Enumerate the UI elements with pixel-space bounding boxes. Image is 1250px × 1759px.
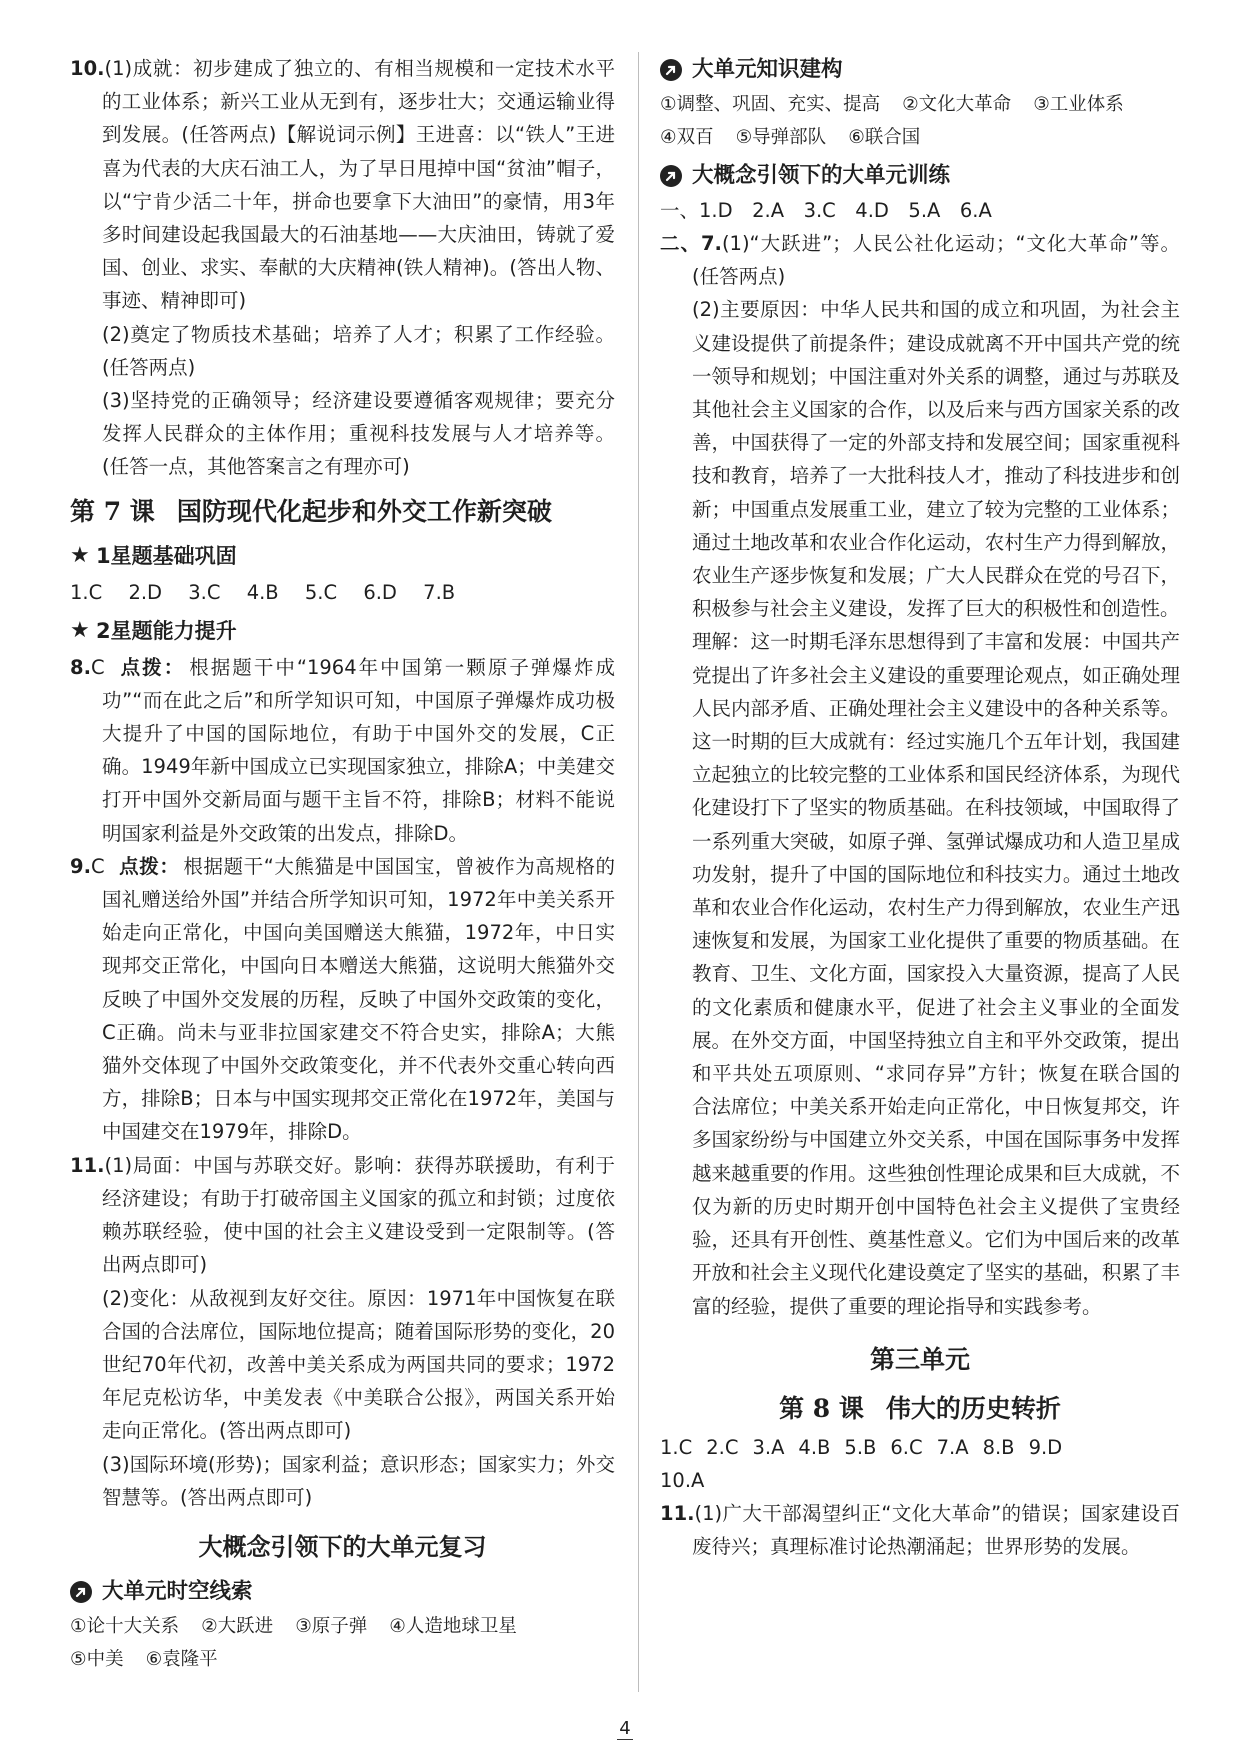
arrow-circle-icon [660, 59, 682, 81]
knowledge-item: ①调整、巩固、充实、提高 [660, 94, 881, 115]
question-7-understanding: 理解：这一时期毛泽东思想得到了丰富和发展：中国共产党提出了许多社会主义建设的重要理论观点，如正确处理人民内部矛盾、正确处理社会主义建设中的各种关系等。这一时期的巨大成就有：经过实施几个五年计划，我国建立起独立的比较完整的工业体系和国民经济体系，为现代化建设打下了坚实的物质基础。在科技领域，中国取得了一系列重大突破，如原子弹、氢弹试爆成功和人造卫星成功发射，提升了中国的国际地位和科技实力。通过土地改革和农业合作化运动，农村生产力得到解放，农业生产迅速恢复和发展，为国家工业化提供了重要的物质基础。在教育、卫生、文化方面，国家投入大量资源，提高了人民的文化素质和健康水平，促进了社会主义事业的全面发展。在外交方面，中国坚持独立自主和平外交政策，提出和平共处五项原则、“求同存异”方针；恢复在联合国的合法席位；中美关系开始走向正常化，中日恢复邦交，许多国家纷纷与中国建立外交关系，中国在国际事务中发挥越来越重要的作用。这些独创性理论成果和巨大成就，不仅为新的历史时期开创中国特色社会主义提供了宝贵经验，还具有开创性、奠基性意义。它们为中国后来的改革开放和社会主义现代化建设奠定了坚实的基础，积累了丰富的经验，提供了重要的理论指导和实践参考。 [692, 630, 1180, 1318]
knowledge-item: ④双百 [660, 127, 714, 148]
right-column [660, 52, 1180, 1563]
column-divider [638, 52, 639, 1692]
knowledge-item: ②文化大革命 [902, 94, 1012, 115]
arrow-circle-icon [70, 1581, 92, 1603]
lesson-8-answers [660, 1431, 1180, 1497]
knowledge-item: ⑥联合国 [848, 127, 921, 148]
lesson-8-title [660, 1387, 1180, 1431]
answer-item: 7.B [423, 580, 456, 604]
answer-item: 1.C [70, 580, 103, 604]
answer-item: 8.B [982, 1435, 1015, 1459]
question-number: 10. [70, 57, 105, 80]
question-10-part-2: (2)奠定了物质技术基础；培养了人才；积累了工作经验。(任答两点) [102, 322, 615, 379]
timeline-items [70, 1610, 615, 1676]
timeline-item: ②大跃进 [201, 1615, 274, 1637]
question-11 [70, 1149, 615, 1514]
answer-item: 7.A [936, 1435, 969, 1459]
training-part-1-answers: 一、1.D 2.A 3.C 4.D 5.A 6.A [660, 199, 992, 222]
question-10-part-1: (1)成就：初步建成了独立的、有相当规模和一定技术水平的工业体系；新兴工业从无到有，逐步壮大；交通运输业得到发展。(任答两点)【解说词示例】王进喜：以“铁人”王进喜为代表的大庆石油工人，为了早日甩掉中国“贫油”帽子，以“宁肯少活二十年，拼命也要拿下大油田”的豪情，用3年多时间建设起我国最大的石油基地——大庆油田，铸就了爱国、创业、求实、奉献的大庆精神(铁人精神)。(答出人物、事迹、精神即可) [102, 57, 615, 313]
answer-letter: C [90, 655, 105, 679]
answer-item: 6.C [890, 1435, 923, 1459]
answer-item: 10.A [660, 1468, 705, 1492]
answer-item: 2.C [706, 1435, 739, 1459]
unit-review-title: 大概念引领下的大单元复习 [198, 1532, 487, 1561]
training-heading: 大概念引领下的大单元训练 [660, 158, 1180, 194]
answer-item: 4.B [798, 1435, 831, 1459]
question-11-part-1: (1)广大干部渴望纠正“文化大革命”的错误；国家建设百废待兴；真理标准讨论热潮涌起；世界形势的发展。 [692, 1501, 1180, 1558]
question-10 [70, 52, 615, 484]
answer-item: 1.C [660, 1435, 693, 1459]
lesson-number: 第 7 课 [70, 496, 155, 526]
answer-item: 5.B [844, 1435, 877, 1459]
knowledge-item: ③工业体系 [1033, 94, 1124, 115]
question-7-part-2: (2)主要原因：中华人民共和国的成立和巩固，为社会主义建设提供了前提条件；建设成就离不开中国共产党的统一领导和规划；中国注重对外关系的调整，通过与苏联及其他社会主义国家的合作，以及后来与西方国家关系的改善，中国获得了一定的外部支持和发展空间；国家重视科技和教育，培养了一大批科技人才，推动了科技进步和创新；中国重点发展重工业，建立了较为完整的工业体系；通过土地改革和农业合作化运动，农村生产力得到解放，农业生产逐步恢复和发展；广大人民群众在党的号召下，积极参与社会主义建设，发挥了巨大的积极性和创造性。 [692, 298, 1180, 621]
answer-item: 6.D [363, 580, 397, 604]
star-1-answers [70, 576, 615, 609]
question-8: 8.C 点拨： 根据题干中“1964年中国第一颗原子弹爆炸成功”“而在此之后”和所学知识可知，中国原子弹爆炸成功极大提升了中国的国际地位，有助于中国外交的发展，C正确。1949年新中国成立已实现国家独立，排除A；中美建交打开中国外交新局面与题干主旨不符，排除B；材料不能说明国家利益是外交政策的出发点，排除D。 [70, 655, 615, 845]
answer-item: 3.A [752, 1435, 785, 1459]
page-number: 4 [619, 1718, 631, 1739]
star-1-heading: ★ 1星题基础巩固 [70, 538, 615, 574]
question-number: 11. [70, 1153, 105, 1177]
timeline-item: ⑥袁隆平 [145, 1648, 218, 1670]
answer-item: 5.C [304, 580, 338, 604]
training-question-7: 二、7.(1)“大跃进”；人民公社化运动；“文化大革命”等。(任答两点) [660, 232, 1180, 289]
question-7-part-1: (1)“大跃进”；人民公社化运动；“文化大革命”等。(任答两点) [692, 232, 1180, 289]
lesson-name: 国防现代化起步和外交工作新突破 [176, 496, 552, 526]
question-11-part-3: (3)国际环境(形势)；国家利益；意识形态；国家实力；外交智慧等。(答出两点即可) [102, 1452, 615, 1509]
lesson-8-question-11: 11.(1)广大干部渴望纠正“文化大革命”的错误；国家建设百废待兴；真理标准讨论热潮涌起；世界形势的发展。 [660, 1501, 1180, 1558]
question-11-part-1: (1)局面：中国与苏联交好。影响：获得苏联援助，有利于经济建设；有助于打破帝国主义国家的孤立和封锁；过度依赖苏联经验，使中国的社会主义建设受到一定限制等。(答出两点即可) [102, 1153, 615, 1277]
timeline-item: ④人造地球卫星 [389, 1615, 517, 1637]
timeline-item: ⑤中美 [70, 1648, 124, 1670]
question-9: 9.C 点拨： 根据题干“大熊猫是中国国宝，曾被作为高规格的国礼赠送给外国”并结合所学知识可知，1972年中美关系开始走向正常化，中国向美国赠送大熊猫，1972年，中日实现邦交正常化，中国向日本赠送大熊猫，这说明大熊猫外交反映了中国外交发展的历程，反映了中国外交政策的变化，C正确。尚未与亚非拉国家建交不符合史实，排除A；大熊猫外交体现了中国外交政策变化，并不代表外交重心转向西方，排除B；日本与中国实现邦交正常化在1972年，美国与中国建交在1979年，排除D。 [70, 854, 615, 1144]
star-icon: ★ [70, 617, 90, 643]
unit-3-title: 第三单元 [869, 1344, 970, 1374]
timeline-item: ③原子弹 [295, 1615, 368, 1637]
hint-text: 根据题干中“1964年中国第一颗原子弹爆炸成功”“而在此之后”和所学知识可知，中国原子弹爆炸成功极大提升了中国的国际地位，有助于中国外交的发展，C正确。1949年新中国成立已实现国家独立，排除A；中美建交打开中国外交新局面与题干主旨不符，排除B；材料不能说明国家利益是外交政策的出发点，排除D。 [102, 655, 615, 845]
lesson-number: 第 8 课 [779, 1393, 864, 1423]
hint-label: 点拨： [118, 655, 186, 679]
arrow-circle-icon [660, 165, 682, 187]
timeline-item: ①论十大关系 [70, 1615, 180, 1637]
hint-text: 根据题干“大熊猫是中国国宝，曾被作为高规格的国礼赠送给外国”并结合所学知识可知，1972年中美关系开始走向正常化，中国向美国赠送大熊猫，1972年，中日实现邦交正常化，中国向日本赠送大熊猫，这说明大熊猫外交反映了中国外交发展的历程，反映了中国外交政策的变化，C正确。尚未与亚非拉国家建交不符合史实，排除A；大熊猫外交体现了中国外交政策变化，并不代表外交重心转向西方，排除B；日本与中国实现邦交正常化在1972年，美国与中国建交在1979年，排除D。 [102, 854, 615, 1144]
star-2-heading: ★ 2星题能力提升 [70, 613, 615, 649]
knowledge-heading: 大单元知识建构 [660, 52, 1180, 88]
answer-item: 2.D [128, 580, 163, 604]
answer-item: 9.D [1028, 1435, 1063, 1459]
answer-item: 3.C [188, 580, 221, 604]
answer-letter: C [90, 854, 105, 878]
hint-label: 点拨： [118, 854, 180, 878]
knowledge-items [660, 88, 1180, 154]
lesson-name: 伟大的历史转折 [885, 1393, 1061, 1423]
star-icon: ★ [70, 542, 90, 568]
question-11-part-2: (2)变化：从敌视到友好交往。原因：1971年中国恢复在联合国的合法席位，国际地位提高；随着国际形势的变化，20世纪70年代初，改善中美关系成为两国共同的要求；1972年尼克松访华，中美发表《中美联合公报》，两国关系开始走向正常化。(答出两点即可) [102, 1286, 615, 1443]
question-10-part-3: (3)坚持党的正确领导；经济建设要遵循客观规律；要充分发挥人民群众的主体作用；重视科技发展与人才培养等。(任答一点，其他答案言之有理亦可) [102, 389, 615, 479]
left-column [70, 52, 615, 1676]
lesson-7-title [70, 490, 615, 534]
knowledge-item: ⑤导弹部队 [735, 127, 827, 148]
timeline-heading: 大单元时空线索 [70, 1574, 615, 1610]
answer-item: 4.B [246, 580, 279, 604]
